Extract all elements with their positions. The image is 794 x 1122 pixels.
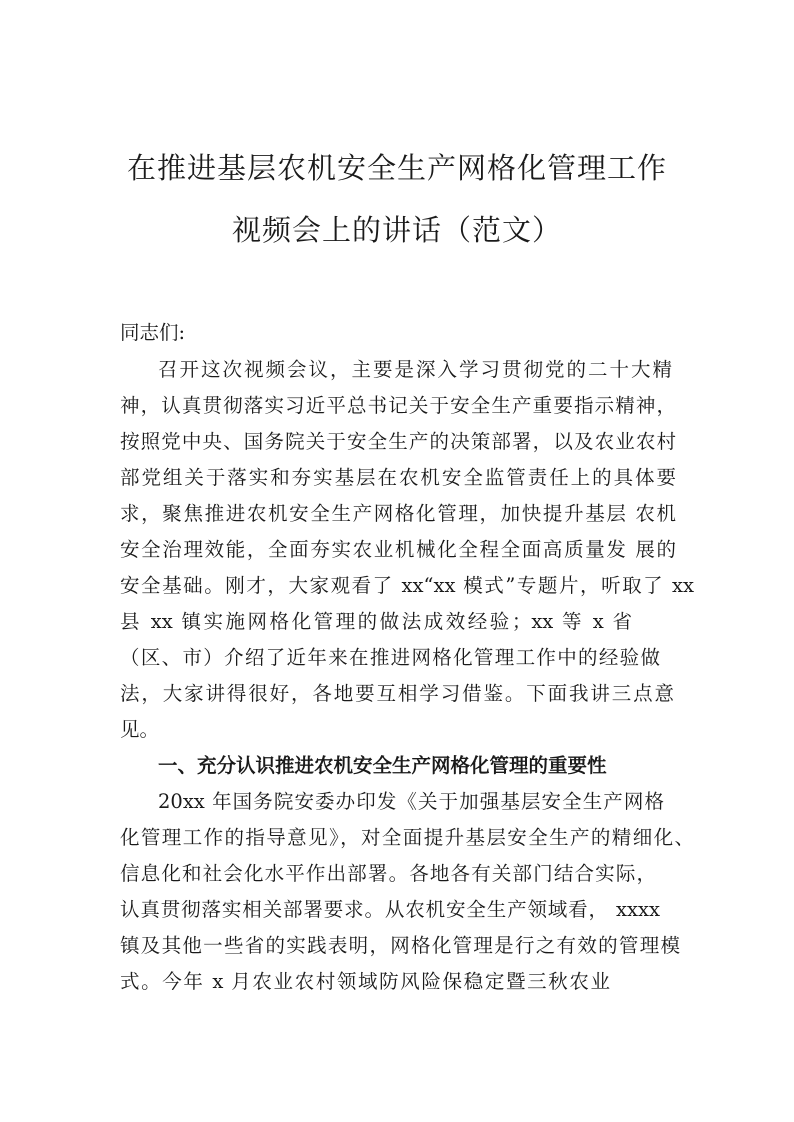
paragraph-1-line: 部党组关于落实和夯实基层在农机安全监管责任上的具体要 bbox=[120, 466, 676, 489]
paragraph-1-line: 法，大家讲得很好，各地要互相学习借鉴。下面我讲三点意 bbox=[120, 682, 674, 705]
paragraph-2-line: 信息化和社会化水平作出部署。各地各有关部门结合实际， bbox=[120, 862, 656, 885]
paragraph-1-line: 安全基础。刚才，大家观看了 xx“xx 模式”专题片，听取了 xx bbox=[120, 574, 694, 597]
section-heading-1: 一、充分认识推进农机安全生产网格化管理的重要性 bbox=[158, 754, 607, 777]
paragraph-2-line: 20xx 年国务院安委办印发《关于加强基层安全生产网格 bbox=[158, 790, 664, 813]
paragraph-2-line: 式。今年 x 月农业农村领域防风险保稳定暨三秋农业 bbox=[120, 970, 610, 993]
paragraph-1-line: 召开这次视频会议，主要是深入学习贯彻党的二十大精 bbox=[158, 358, 672, 381]
paragraph-1-line: （区、市）介绍了近年来在推进网格化管理工作中的经验做 bbox=[120, 646, 660, 669]
document-title-line-2: 视频会上的讲话（范文） bbox=[231, 213, 562, 247]
paragraph-2-line: 化管理工作的指导意见》，对全面提升基层安全生产的精细化、 bbox=[120, 826, 694, 849]
paragraph-2-line: 认真贯彻落实相关部署要求。从农机安全生产领域看， xxxx bbox=[120, 898, 660, 921]
paragraph-2-line: 镇及其他一些省的实践表明，网格化管理是行之有效的管理模 bbox=[120, 934, 680, 957]
paragraph-1-line: 神，认真贯彻落实习近平总书记关于安全生产重要指示精神， bbox=[120, 394, 676, 417]
paragraph-1-line: 求，聚焦推进农机安全生产网格化管理，加快提升基层 农机 bbox=[120, 502, 676, 525]
paragraph-1-line: 按照党中央、国务院关于安全生产的决策部署，以及农业农村 bbox=[120, 430, 676, 453]
paragraph-1-line: 见。 bbox=[120, 718, 160, 741]
salutation: 同志们: bbox=[120, 321, 186, 344]
paragraph-1-line: 县 xx 镇实施网格化管理的做法成效经验；xx 等 x 省 bbox=[120, 610, 632, 633]
document-title-line-1: 在推进基层农机安全生产网格化管理工作 bbox=[126, 151, 667, 185]
paragraph-1-line: 安全治理效能，全面夯实农业机械化全程全面高质量发 展的 bbox=[120, 538, 676, 561]
